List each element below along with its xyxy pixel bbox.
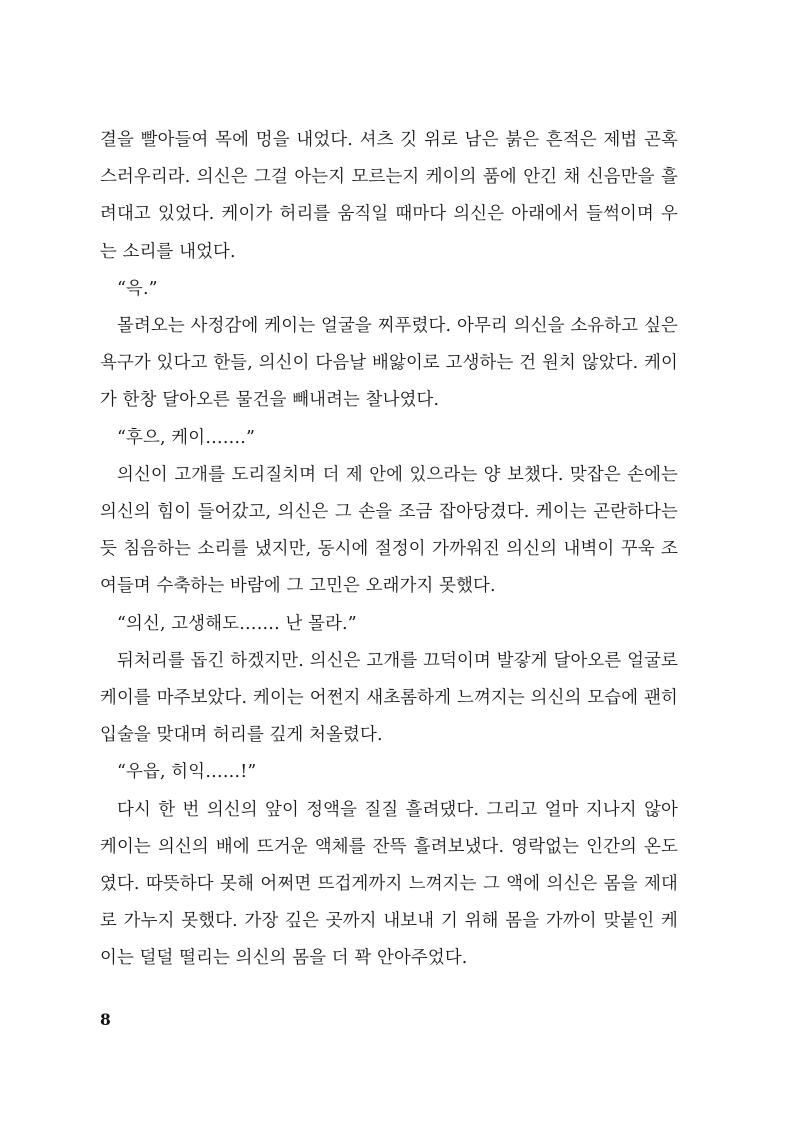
paragraph: “의신, 고생해도……. 난 몰라.” — [117, 613, 357, 634]
paragraph: “후으, 케이…….” — [117, 427, 255, 448]
paragraph: 몰려오는 사정감에 케이는 얼굴을 찌푸렸다. 아무리 의신을 소유하고 싶은 욕구가 있다고 한들, 의신이 다음날 배앓이로 고생하는 건 원치 않았다. 케이가 한창 달아오른 물건을 빼내려는 찰나였다. — [100, 316, 678, 411]
paragraph: 다시 한 번 의신의 앞이 정액을 질질 흘려댔다. 그리고 얼마 지나지 않아 케이는 의신의 배에 뜨거운 액체를 잔뜩 흘려보냈다. 영락없는 인간의 온도였다. 따뜻하다 못해 어쩌면 뜨겁게까지 느껴지는 그 액에 의신은 몸을 제대로 가누지 못했다. 가장 깊은 곳까지 내보내 기 위해 몸을 가까이 맞붙인 케이는 덜덜 떨리는 의신의 몸을 더 꽉 안아주었다. — [100, 799, 678, 969]
paragraph: “우읍, 히익……!” — [117, 762, 257, 783]
paragraph: 결을 빨아들여 목에 멍을 내었다. 셔츠 깃 위로 남은 붉은 흔적은 제법 곤혹스러우리라. 의신은 그걸 아는지 모르는지 케이의 품에 안긴 채 신음만을 흘려대고 있었다. 케이가 허리를 움직일 때마다 의신은 아래에서 들썩이며 우는 소리를 내었다. — [100, 130, 678, 262]
page-number: 8 — [100, 1010, 111, 1029]
paragraph: 뒤처리를 돕긴 하겠지만. 의신은 고개를 끄덕이며 발갛게 달아오른 얼굴로 케이를 마주보았다. 케이는 어쩐지 새초롬하게 느껴지는 의신의 모습에 괜히 입술을 맞대며 허리를 깊게 처올렸다. — [100, 650, 678, 746]
paragraph: “윽.” — [117, 278, 158, 299]
paragraph: 의신이 고개를 도리질치며 더 제 안에 있으라는 양 보챘다. 맞잡은 손에는 의신의 힘이 들어갔고, 의신은 그 손을 조금 잡아당겼다. 케이는 곤란하다는 듯 침음하는 소리를 냈지만, 동시에 절정이 가까워진 의신의 내벽이 꾸욱 조여들며 수축하는 바람에 그 고민은 오래가지 못했다. — [100, 464, 678, 597]
body-text — [100, 122, 678, 978]
